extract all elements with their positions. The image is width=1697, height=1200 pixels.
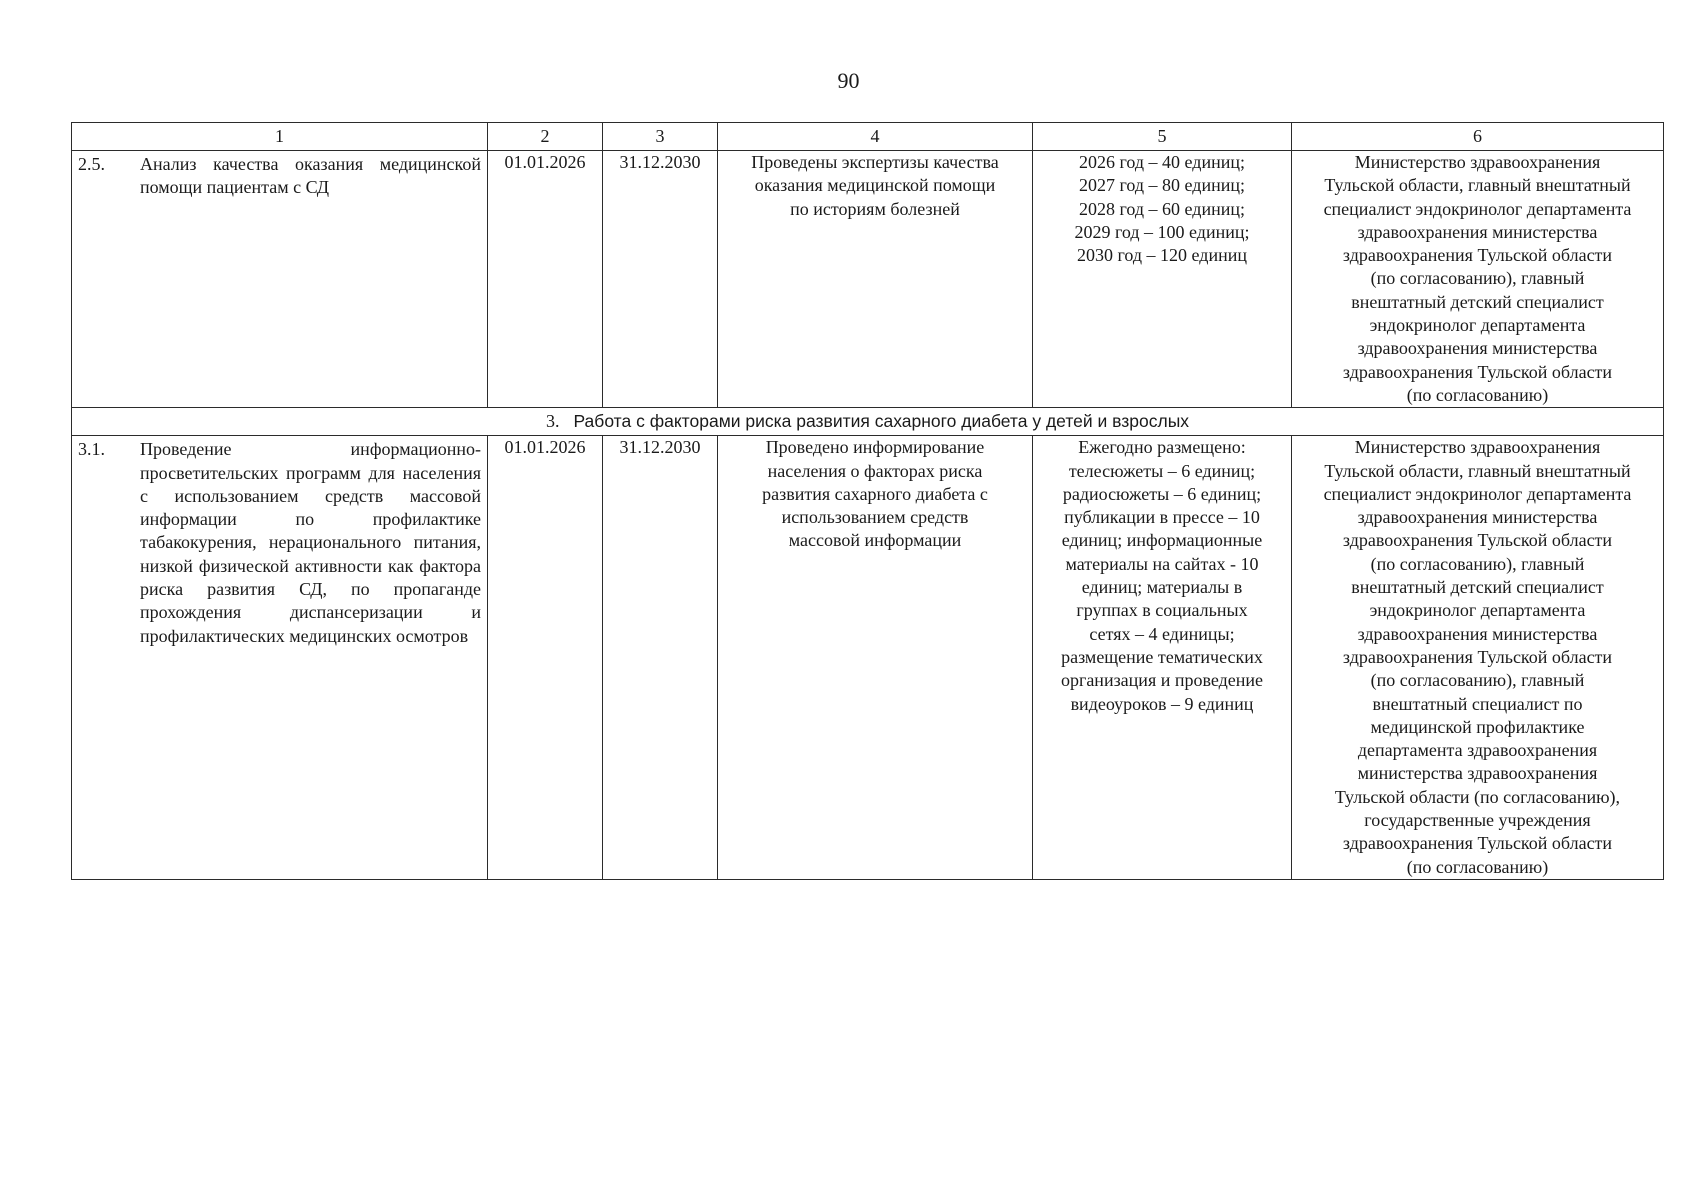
activity-name: Проведение информационно-просветительских программ для населения с использованием средств массовой информации по профилактике табакокурения, нерационального питания, низкой физической активности как фактора риска развития СД, по пропаганде прохождения диспансеризации и профилактических медицинских осмотров bbox=[140, 439, 481, 646]
responsible: Министерство здравоохранения Тульской области, главный внештатный специалист эндокринолог департамента здравоохранения министерства здравоохранения Тульской области (по согласованию), главный внештатный детский специалист эндокринолог департамента здравоохранения министерства здравоохранения Тульской области (по согласованию), главный внештатный специалист по медицинской профилактике департамента здравоохранения министерства здравоохранения Тульской области (по согласованию), государственные учреждения здравоохранения Тульской области (по согласованию) bbox=[1292, 436, 1664, 880]
indicators: 2026 год – 40 единиц; 2027 год – 80 единиц; 2028 год – 60 единиц; 2029 год – 100 единиц; 2030 год – 120 единиц bbox=[1033, 151, 1292, 408]
start-date: 01.01.2026 bbox=[488, 151, 603, 408]
expected-result: Проведены экспертизы качества оказания медицинской помощи по историям болезней bbox=[718, 151, 1033, 408]
activity-number: 2.5. bbox=[78, 154, 105, 174]
section-title: Работа с факторами риска развития сахарного диабета у детей и взрослых bbox=[573, 411, 1190, 432]
expected-result: Проведено информирование населения о факторах риска развития сахарного диабета с использованием средств массовой информации bbox=[718, 436, 1033, 880]
activity-name: Анализ качества оказания медицинской помощи пациентам с СД bbox=[140, 154, 481, 198]
section-number: 3. bbox=[545, 411, 560, 432]
column-header: 6 bbox=[1292, 123, 1664, 151]
activities-table bbox=[71, 122, 1664, 880]
column-header: 3 bbox=[603, 123, 718, 151]
section-heading bbox=[72, 408, 1664, 436]
column-header: 5 bbox=[1033, 123, 1292, 151]
column-header: 2 bbox=[488, 123, 603, 151]
column-header: 1 bbox=[72, 123, 488, 151]
responsible: Министерство здравоохранения Тульской области, главный внештатный специалист эндокринолог департамента здравоохранения министерства здравоохранения Тульской области (по согласованию), главный внештатный детский специалист эндокринолог департамента здравоохранения министерства здравоохранения Тульской области (по согласованию) bbox=[1292, 151, 1664, 408]
end-date: 31.12.2030 bbox=[603, 436, 718, 880]
end-date: 31.12.2030 bbox=[603, 151, 718, 408]
column-header-row bbox=[72, 123, 1664, 151]
activity-cell bbox=[72, 151, 488, 408]
column-header: 4 bbox=[718, 123, 1033, 151]
start-date: 01.01.2026 bbox=[488, 436, 603, 880]
section-row bbox=[72, 408, 1664, 436]
table-row bbox=[72, 436, 1664, 880]
page-number: 90 bbox=[837, 68, 860, 93]
indicators: Ежегодно размещено: телесюжеты – 6 единиц; радиосюжеты – 6 единиц; публикации в прессе – 10 единиц; информационные материалы на сайтах - 10 единиц; материалы в группах в социальных сетях – 4 единицы; размещение тематических организация и проведение видеоуроков – 9 единиц bbox=[1033, 436, 1292, 880]
table-row bbox=[72, 151, 1664, 408]
activity-number: 3.1. bbox=[78, 439, 105, 460]
activity-cell bbox=[72, 436, 488, 880]
